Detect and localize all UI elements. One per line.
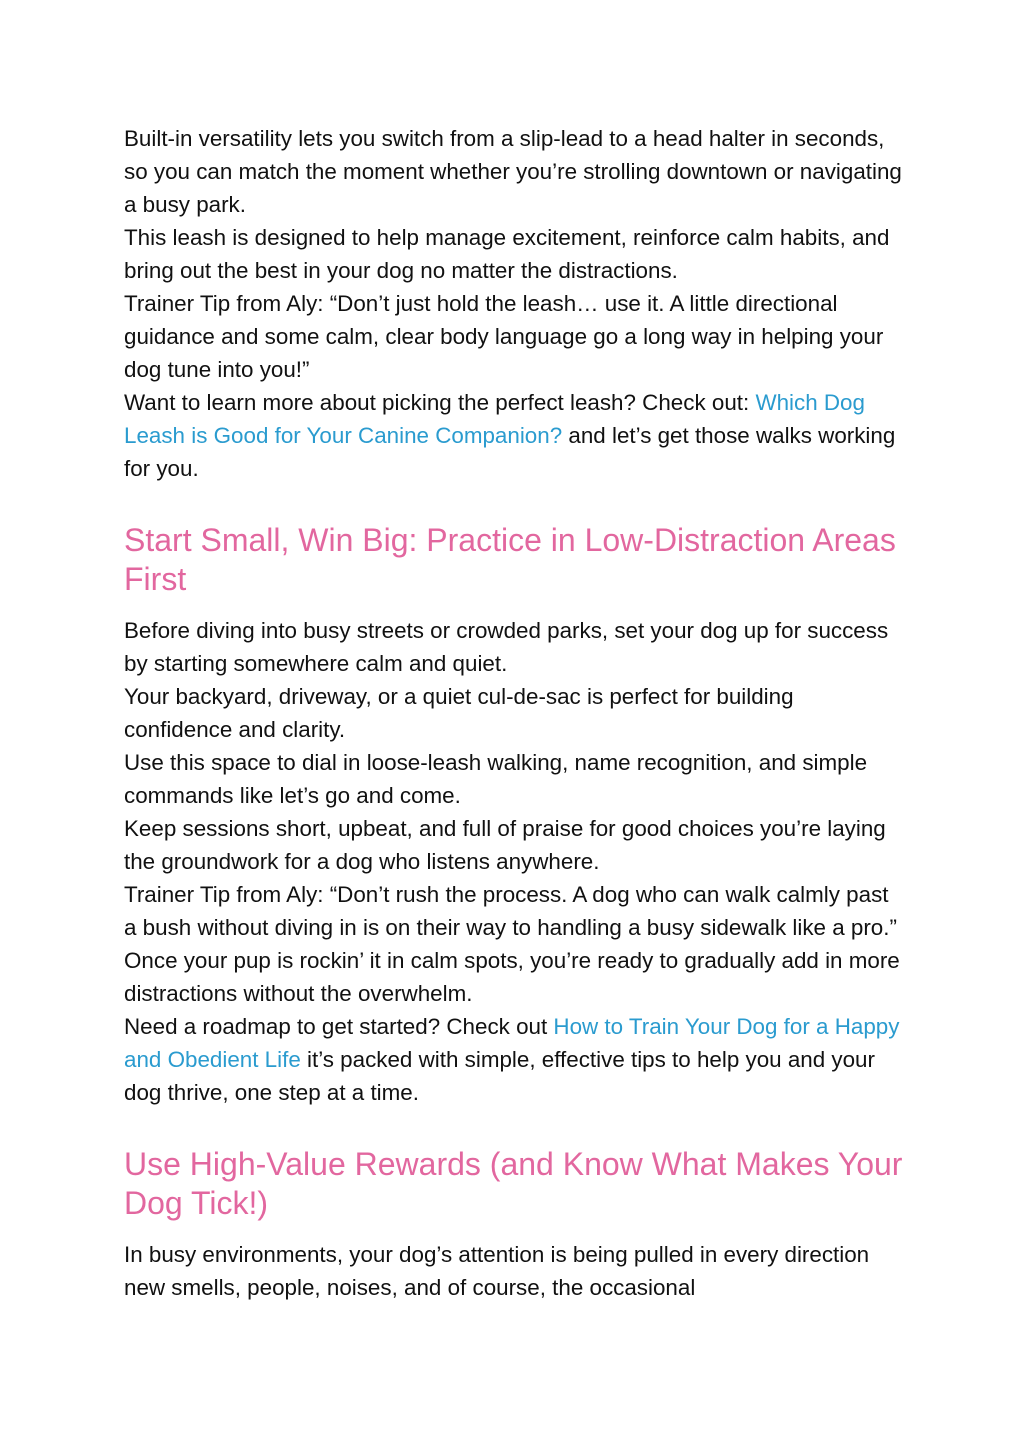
start-small-paragraph-1: Before diving into busy streets or crowded parks, set your dog up for success by starting somewhere calm and quiet. <box>124 618 889 676</box>
rewards-paragraph-1: In busy environments, your dog’s attention is being pulled in every direction new smells, people, noises, and of course, the occasional <box>124 1242 870 1300</box>
start-small-paragraph-roadmap <box>124 1010 904 1109</box>
start-small-paragraph-3: Use this space to dial in loose-leash walking, name recognition, and simple commands like let’s go and come. <box>124 750 868 808</box>
start-small-paragraph-4: Keep sessions short, upbeat, and full of praise for good choices you’re laying the groundwork for a dog who listens anywhere. <box>124 816 886 874</box>
roadmap-text: Need a roadmap to get started? Check out <box>124 1014 554 1039</box>
start-small-trainer-tip: Trainer Tip from Aly: “Don’t rush the process. A dog who can walk calmly past a bush without diving in is on their way to handling a busy sidewalk like a pro.” <box>124 882 897 940</box>
leash-guide-link[interactable]: Which Dog Leash is Good for Your Canine Companion? <box>124 390 865 448</box>
roadmap-text-after: it’s packed with simple, effective tips to help you and your dog thrive, one step at a time. <box>124 1047 875 1105</box>
intro-paragraph-leash-design: This leash is designed to help manage excitement, reinforce calm habits, and bring out the best in your dog no matter the distractions. <box>124 225 890 283</box>
intro-paragraph-versatility: Built-in versatility lets you switch from a slip-lead to a head halter in seconds, so you can match the moment whether you’re strolling downtown or navigating a busy park. <box>124 126 902 217</box>
train-your-dog-link[interactable]: How to Train Your Dog for a Happy and Obedient Life <box>124 1014 900 1072</box>
heading-high-value-rewards: Use High-Value Rewards (and Know What Makes Your Dog Tick!) <box>124 1146 903 1221</box>
start-small-paragraph-2: Your backyard, driveway, or a quiet cul-de-sac is perfect for building confidence and clarity. <box>124 684 794 742</box>
learn-more-text-after: and let’s get those walks working for you. <box>124 423 896 481</box>
heading-start-small: Start Small, Win Big: Practice in Low-Distraction Areas First <box>124 522 896 597</box>
intro-paragraph-learn-more <box>124 386 904 485</box>
start-small-paragraph-6: Once your pup is rockin’ it in calm spots, you’re ready to gradually add in more distractions without the overwhelm. <box>124 948 900 1006</box>
intro-trainer-tip: Trainer Tip from Aly: “Don’t just hold the leash… use it. A little directional guidance and some calm, clear body language go a long way in helping your dog tune into you!” <box>124 291 884 382</box>
document-page <box>124 122 904 1304</box>
learn-more-text: Want to learn more about picking the perfect leash? Check out: <box>124 390 756 415</box>
